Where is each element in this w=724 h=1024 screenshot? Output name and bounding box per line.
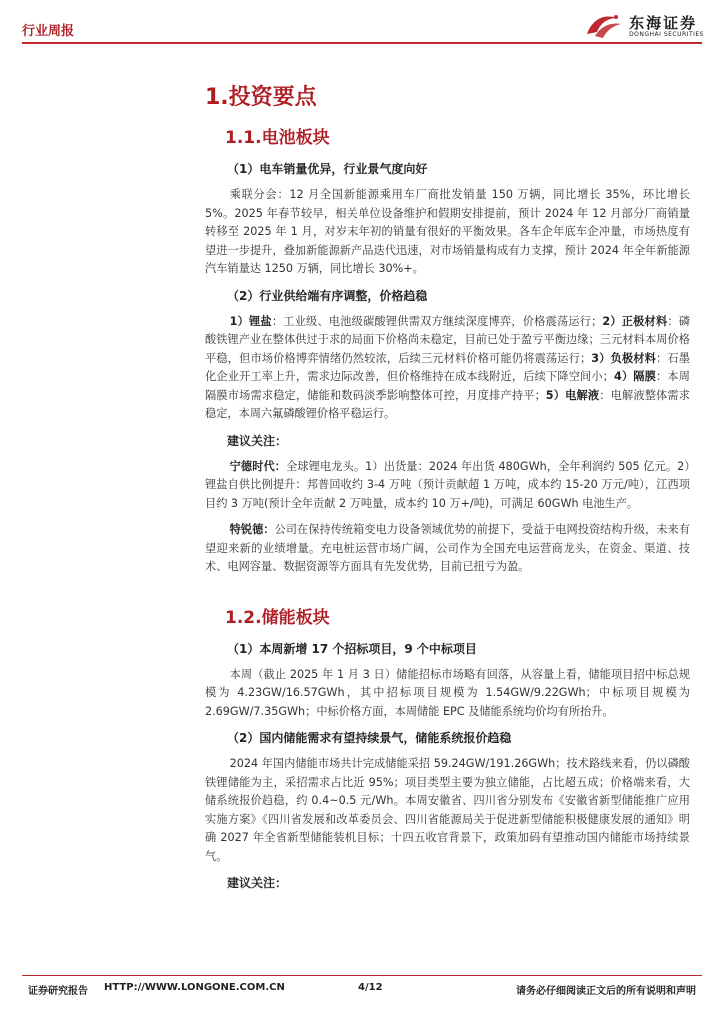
report-type-tag: 行业周报 — [22, 24, 75, 39]
logo-mark-icon — [583, 12, 623, 40]
storage-subheading-2: （2）国内储能需求有望持续景气，储能系统报价趋稳 — [227, 731, 512, 745]
battery-advice-label: 建议关注： — [227, 433, 288, 448]
tgood-paragraph — [205, 521, 690, 577]
footer-report-label: 证券研究报告 — [28, 986, 88, 997]
anode-label: 3）负极材料 — [591, 351, 657, 365]
anode-text: ：石墨化企业开工率上升，需求边际改善，但价格维持在成本线附近，后续下降空间小； — [205, 351, 690, 383]
separator-text: ：本周隔膜市场需求稳定，储能和数码淡季影响整体可控，月度排产持平； — [205, 370, 690, 402]
battery-section-title: 1.1.电池板块 — [225, 128, 330, 148]
lithium-salt-label: 1）锂盐 — [229, 314, 272, 328]
storage-paragraph-1: 本周（截止 2025 年 1 月 3 日）储能招标市场略有回落，从容量上看，储能项目招中标总规模为 4.23GW/16.57GWh，其中招标项目规模为 1.54GW/9.22GWh；中标项目规模为 2.69GW/7.35GWh；中标价格方面，本周储能 EPC 及储能系统均价均有所抬升。 — [205, 667, 690, 718]
separator-label: 4）隔膜 — [613, 370, 657, 383]
tgood-label: 特锐德： — [229, 523, 275, 536]
storage-subheading-1: （1）本周新增 17 个招标项目，9 个中标项目 — [227, 641, 477, 656]
company-logo — [583, 12, 704, 40]
section-title: 1.投资要点 — [205, 85, 317, 110]
catl-text: 全球锂电龙头。1）出货量：2024 年出货 480GWh，全年利润约 505 亿元。2）锂盐自供比例提升：邦普回收约 3-4 万吨（预计贡献超 1 万吨，成本约 15-20 万元/吨），江西项目约 3 万吨(预计全年贡献 2 万吨量，成本约 10 万+/吨)，可满足 60GWh 电池生产。 — [205, 459, 690, 510]
footer-website-link[interactable]: HTTP://WWW.LONGONE.COM.CN — [104, 982, 285, 993]
catl-label: 宁德时代： — [229, 459, 287, 473]
footer-disclaimer: 请务必仔细阅读正文后的所有说明和声明 — [516, 986, 696, 997]
battery-paragraph-1: 乘联分会：12 月全国新能源乘用车厂商批发销量 150 万辆，同比增长 35%，环比增长 5%。2025 年春节较早，相关单位设备维护和假期安排提前，预计 2024 年 12 月部分厂商销量转移至 2025 年 1 月，对岁末年初的销量有很好的平衡效果。各车企年底车企冲量，市场热度有望进一步提升，叠加新能源新产品迭代迅速，对市场销量构成有力支撑，预计 2024 年全年新能源汽车销量达 1250 万辆，同比增长 30%+。 — [205, 188, 690, 275]
logo-english-name: DONGHAI SECURITIES — [629, 30, 704, 38]
header-divider — [22, 42, 702, 44]
footer-divider — [22, 975, 702, 976]
battery-paragraph-2 — [205, 313, 690, 424]
page-number: 4/12 — [358, 982, 383, 993]
cathode-label: 2）正极材料 — [602, 314, 668, 328]
main-content — [205, 80, 690, 900]
logo-chinese-name: 东海证券 — [629, 13, 698, 32]
lithium-salt-text: ：工业级、电池级碳酸锂供需双方继续深度博弈，价格震荡运行； — [271, 314, 603, 328]
storage-paragraph-2: 2024 年国内储能市场共计完成储能采招 59.24GW/191.26GWh；技术路线来看，仍以磷酸铁锂储能为主，采招需求占比近 95%；项目类型主要为独立储能，占比超五成；价格端来看，大储系统报价趋稳，约 0.4~0.5 元/Wh。本周安徽省、四川省分别发布《安徽省新型储能推广应用实施方案》《四川省发展和改革委员会、四川省能源局关于促进新型储能积极健康发展的通知》明确 2027 年全省新型储能装机目标；十四五收官背景下，政策加码有望推动国内储能市场持续景气。 — [205, 757, 690, 863]
battery-subheading-1: （1）电车销量优异，行业景气度向好 — [227, 162, 428, 176]
tgood-text: 公司在保持传统箱变电力设备领域优势的前提下，受益于电网投资结构升级，未来有望迎来新的业绩增量。充电桩运营市场广阔，公司作为全国充电运营商龙头，在资金、渠道、技术、电网容量、数据资源等方面具有先发优势，目前已扭亏为盈。 — [205, 523, 690, 573]
battery-subheading-2: （2）行业供给端有序调整，价格趋稳 — [227, 288, 428, 303]
electrolyte-label: 5）电解液 — [545, 388, 600, 402]
storage-advice-label: 建议关注： — [227, 876, 288, 890]
storage-section-title: 1.2.储能板块 — [225, 607, 330, 628]
electrolyte-text: ：电解液整体需求稳定，本周六氟磷酸锂价格平稳运行。 — [205, 388, 690, 420]
catl-paragraph — [205, 458, 690, 514]
cathode-text: ：磷酸铁锂产业在整体供过于求的局面下价格尚未稳定，目前已处于盈亏平衡边缘；三元材料本周价格平稳，但市场价格博弈情绪仍然较浓，后续三元材料价格可能仍将震荡运行； — [205, 314, 690, 365]
